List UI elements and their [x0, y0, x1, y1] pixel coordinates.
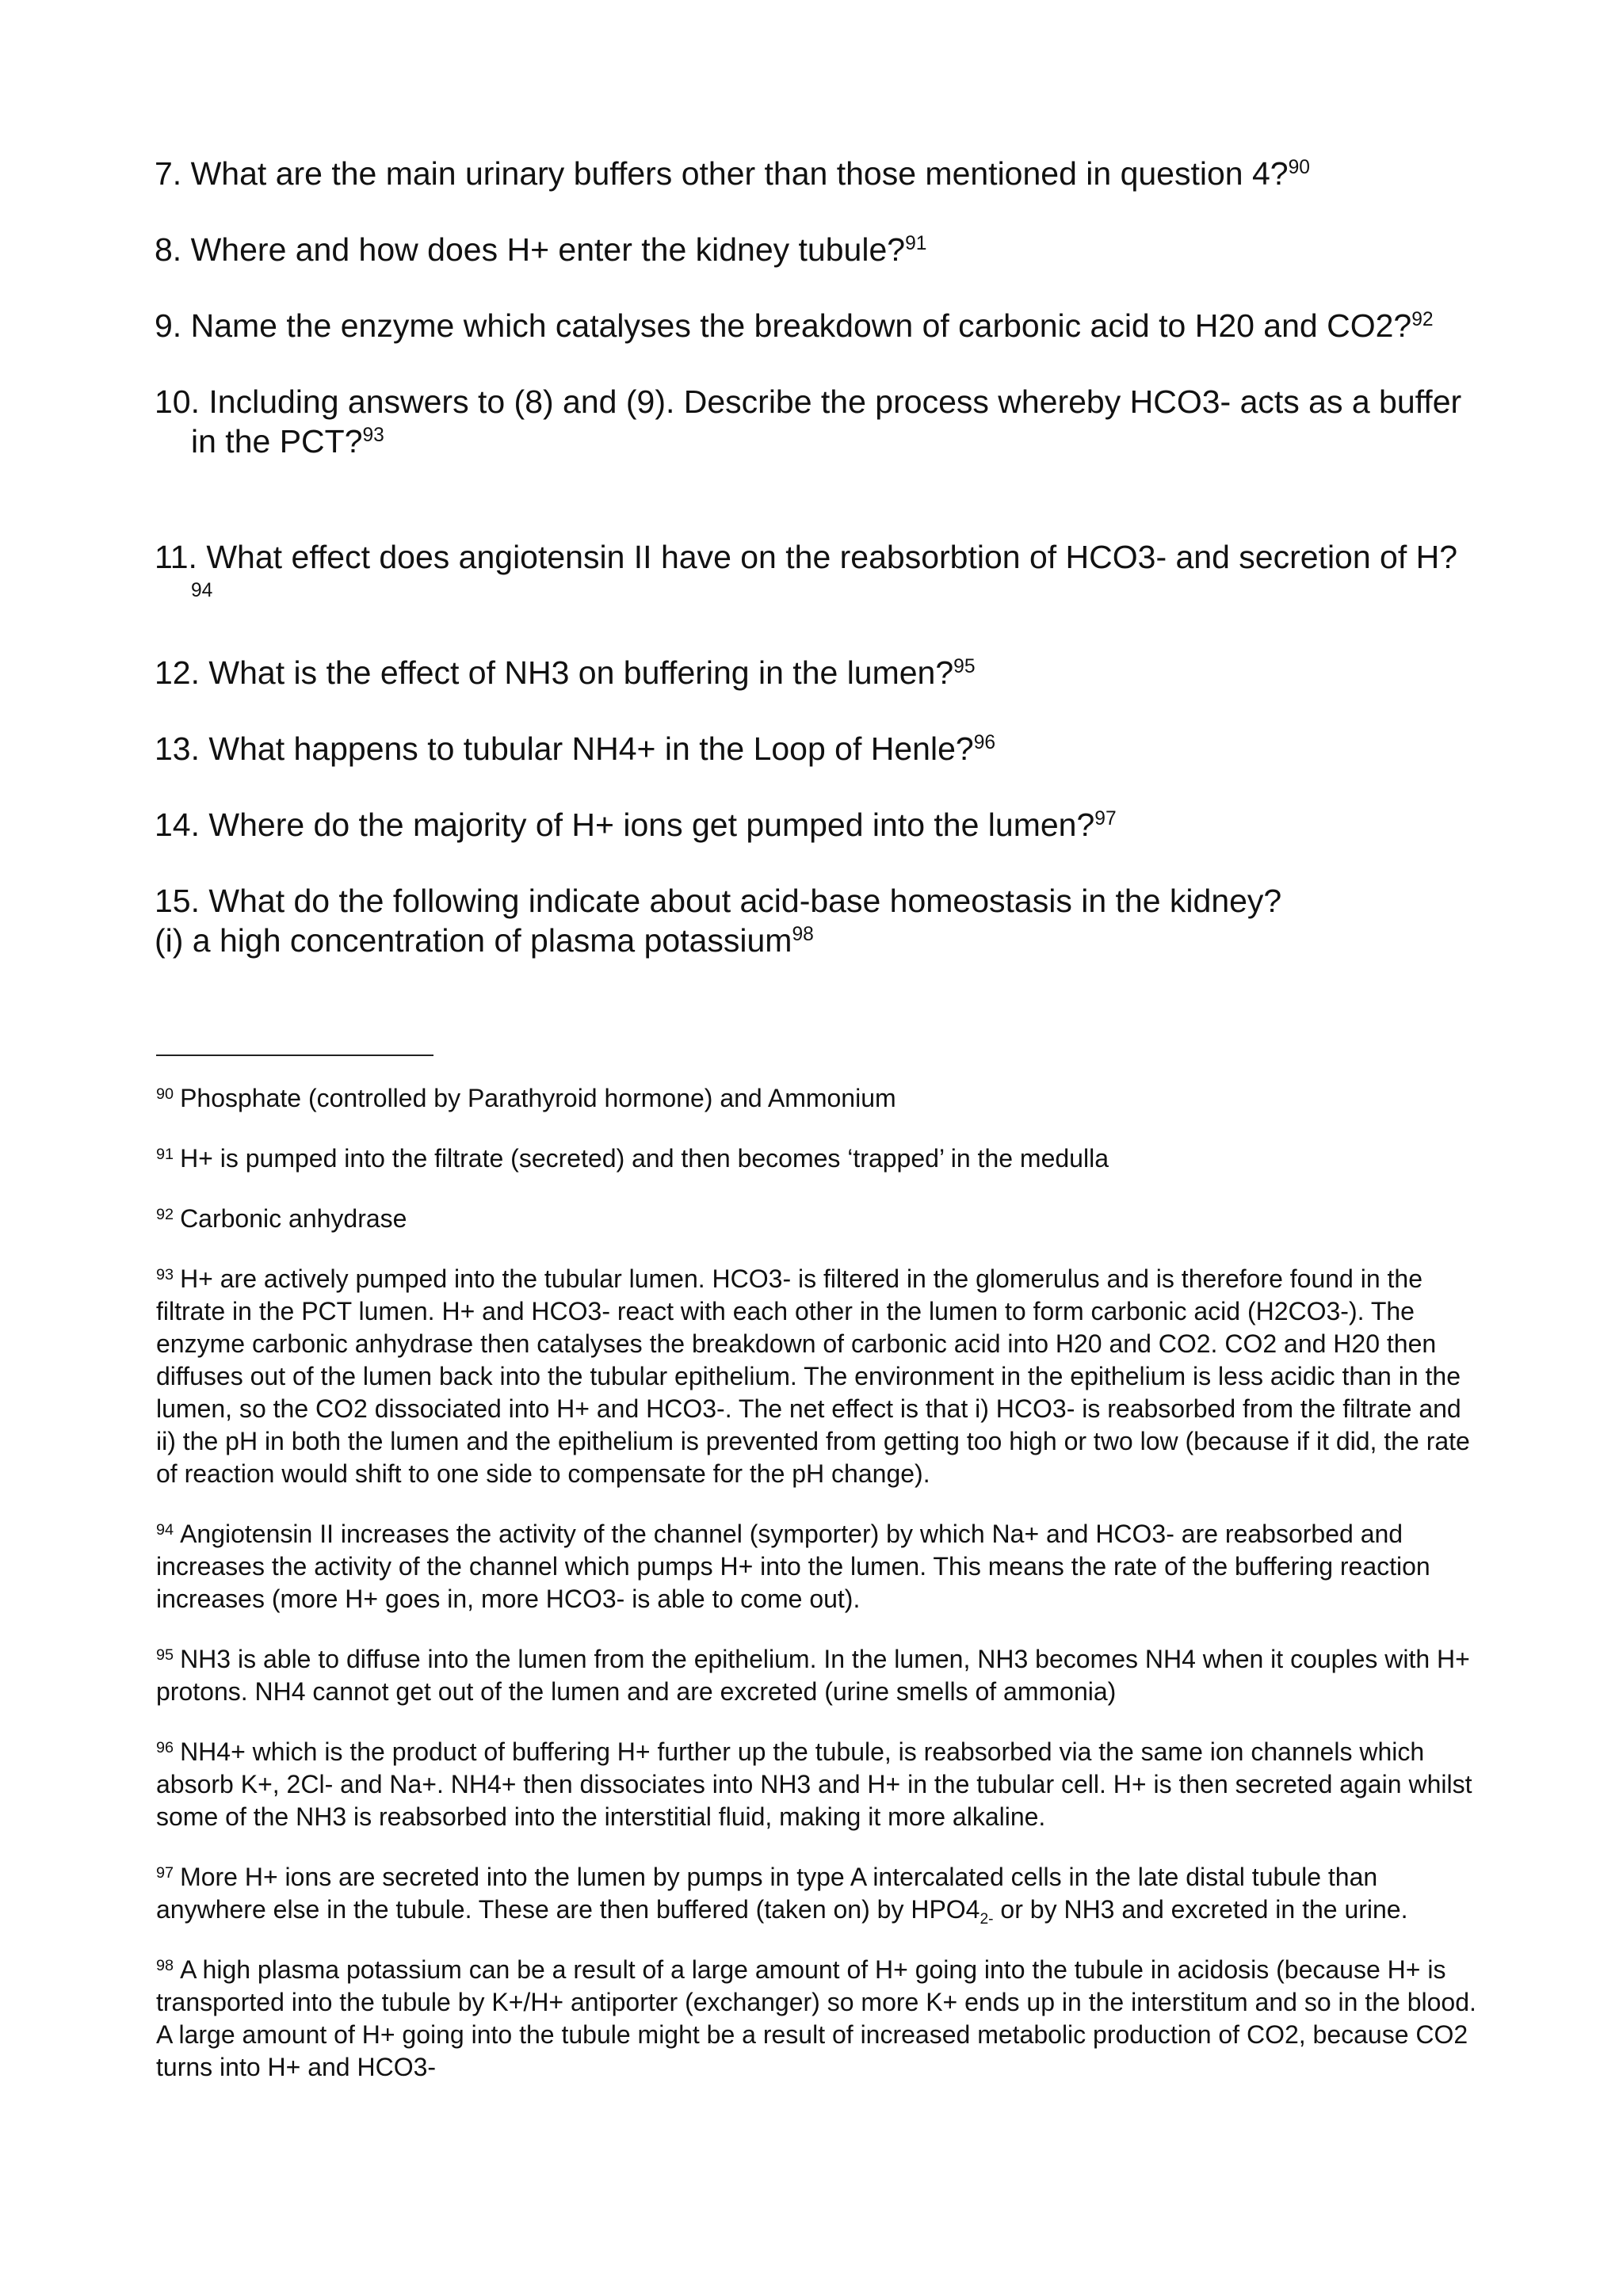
question-text: What effect does angiotensin II have on the reabsorbtion of HCO3- and secretion of H?: [206, 539, 1458, 575]
footnote-ref: 92: [1411, 309, 1434, 331]
question-list: [155, 154, 1470, 960]
footnote-91: [156, 1142, 1480, 1175]
footnote-98: [156, 1954, 1480, 2084]
question-text: Where do the majority of H+ ions get pumped into the lumen?: [208, 807, 1095, 843]
footnote-text-continued: or by NH3 and excreted in the urine.: [993, 1895, 1408, 1924]
footnote-text: H+ are actively pumped into the tubular lumen. HCO3- is filtered in the glomerulus and is therefore found in the filtrate in the PCT lumen. H+ and HCO3- react with each other in the lumen to form carbonic acid (H2CO3-). The enzyme carbonic anhydrase then catalyses the breakdown of carbonic acid into H20 and CO2. CO2 and H20 then diffuses out of the lumen back into the tubular epithelium. The environment in the epithelium is less acidic than in the lumen, so the CO2 dissociated into H+ and HCO3-. The net effect is that i) HCO3- is reabsorbed from the filtrate and ii) the pH in both the lumen and the epithelium is prevented from getting too high or two low (because if it did, the rate of reaction would shift to one side to compensate for the pH change).: [156, 1264, 1470, 1488]
question-7: [155, 154, 1470, 193]
question-number: 15.: [155, 883, 200, 919]
question-text: Name the enzyme which catalyses the breakdown of carbonic acid to H20 and CO2?: [190, 307, 1412, 344]
footnote-ref: 96: [973, 732, 996, 754]
footnote-text: NH3 is able to diffuse into the lumen from the epithelium. In the lumen, NH3 becomes NH4 when it couples with H+ protons. NH4 cannot get out of the lumen and are excreted (urine smells of ammonia): [156, 1645, 1470, 1706]
footnote-94: [156, 1518, 1480, 1615]
footnote-ref: 95: [953, 656, 976, 678]
footnote-text: NH4+ which is the product of buffering H+ further up the tubule, is reabsorbed via the same ion channels which absorb K+, 2Cl- and Na+. NH4+ then dissociates into NH3 and H+ in the tubular cell. H+ is then secreted again whilst some of the NH3 is reabsorbed into the interstitial fluid, making it more alkaline.: [156, 1737, 1472, 1831]
question-number: 7.: [155, 155, 182, 192]
footnote-ref: 90: [1288, 157, 1310, 179]
footnote-text: Phosphate (controlled by Parathyroid hormone) and Ammonium: [180, 1084, 896, 1112]
question-14: [155, 805, 1470, 845]
footnote-93: [156, 1263, 1480, 1490]
footnote-number: 94: [156, 1521, 174, 1539]
question-9: [155, 306, 1470, 345]
footnote-96: [156, 1736, 1480, 1833]
question-text: Where and how does H+ enter the kidney tubule?: [190, 231, 906, 268]
footnote-number: 97: [156, 1864, 174, 1882]
footnote-number: 90: [156, 1085, 174, 1104]
footnote-number: 96: [156, 1739, 174, 1757]
question-number: 8.: [155, 231, 182, 268]
footnote-ref: 93: [362, 425, 384, 447]
footnote-92: [156, 1203, 1480, 1235]
question-text: What happens to tubular NH4+ in the Loop of Henle?: [208, 730, 974, 767]
footnote-number: 95: [156, 1646, 174, 1665]
question-number: 13.: [155, 730, 200, 767]
question-number: 11.: [155, 539, 197, 575]
question-15: [155, 881, 1470, 960]
footnote-ref: 91: [905, 233, 927, 255]
question-text: What are the main urinary buffers other than those mentioned in question 4?: [190, 155, 1289, 192]
footnote-95: [156, 1643, 1480, 1708]
footnote-list: [156, 1082, 1480, 2111]
footnote-text: Angiotensin II increases the activity of the channel (symporter) by which Na+ and HCO3- are reabsorbed and increases the activity of the channel which pumps H+ into the lumen. This means the rate of the buffering reaction increases (more H+ goes in, more HCO3- is able to come out).: [156, 1520, 1430, 1613]
question-10: [155, 382, 1470, 461]
question-text: What is the effect of NH3 on buffering in the lumen?: [208, 654, 954, 691]
footnote-97: [156, 1861, 1480, 1926]
footnote-text: A high plasma potassium can be a result of a large amount of H+ going into the tubule in acidosis (because H+ is transported into the tubule by K+/H+ antiporter (exchanger) so more K+ ends up in the interstitum and so in the blood. A large amount of H+ going into the tubule might be a result of increased metabolic production of CO2, because CO2 turns into H+ and HCO3-: [156, 1955, 1476, 2081]
footnote-separator: [156, 1055, 433, 1056]
question-number: 10.: [155, 383, 200, 420]
footnote-number: 92: [156, 1206, 174, 1224]
footnote-ref: 97: [1094, 808, 1117, 830]
footnote-number: 93: [156, 1266, 174, 1284]
footnote-ref: 94: [191, 580, 213, 602]
footnote-ref: 98: [792, 924, 814, 946]
question-subpart-text: (i) a high concentration of plasma potassium: [155, 922, 792, 959]
question-subpart: [155, 921, 1470, 960]
footnote-90: [156, 1082, 1480, 1115]
question-13: [155, 729, 1470, 769]
question-11: [155, 537, 1470, 616]
footnote-number: 98: [156, 1957, 174, 1975]
footnote-subscript: 2-: [980, 1910, 994, 1928]
question-12: [155, 653, 1470, 692]
footnote-number: 91: [156, 1146, 174, 1164]
footnote-text: Carbonic anhydrase: [180, 1204, 407, 1233]
footnote-text: More H+ ions are secreted into the lumen by pumps in type A intercalated cells in the late distal tubule than anywhere else in the tubule. These are then buffered (taken on) by HPO4: [156, 1863, 1378, 1924]
question-text: Including answers to (8) and (9). Describe the process whereby HCO3- acts as a buffer in the PCT?: [191, 383, 1462, 460]
question-8: [155, 230, 1470, 269]
question-number: 12.: [155, 654, 200, 691]
question-text: What do the following indicate about acid-base homeostasis in the kidney?: [208, 883, 1282, 919]
footnote-text: H+ is pumped into the filtrate (secreted) and then becomes ‘trapped’ in the medulla: [180, 1144, 1109, 1173]
question-number: 9.: [155, 307, 182, 344]
question-number: 14.: [155, 807, 200, 843]
